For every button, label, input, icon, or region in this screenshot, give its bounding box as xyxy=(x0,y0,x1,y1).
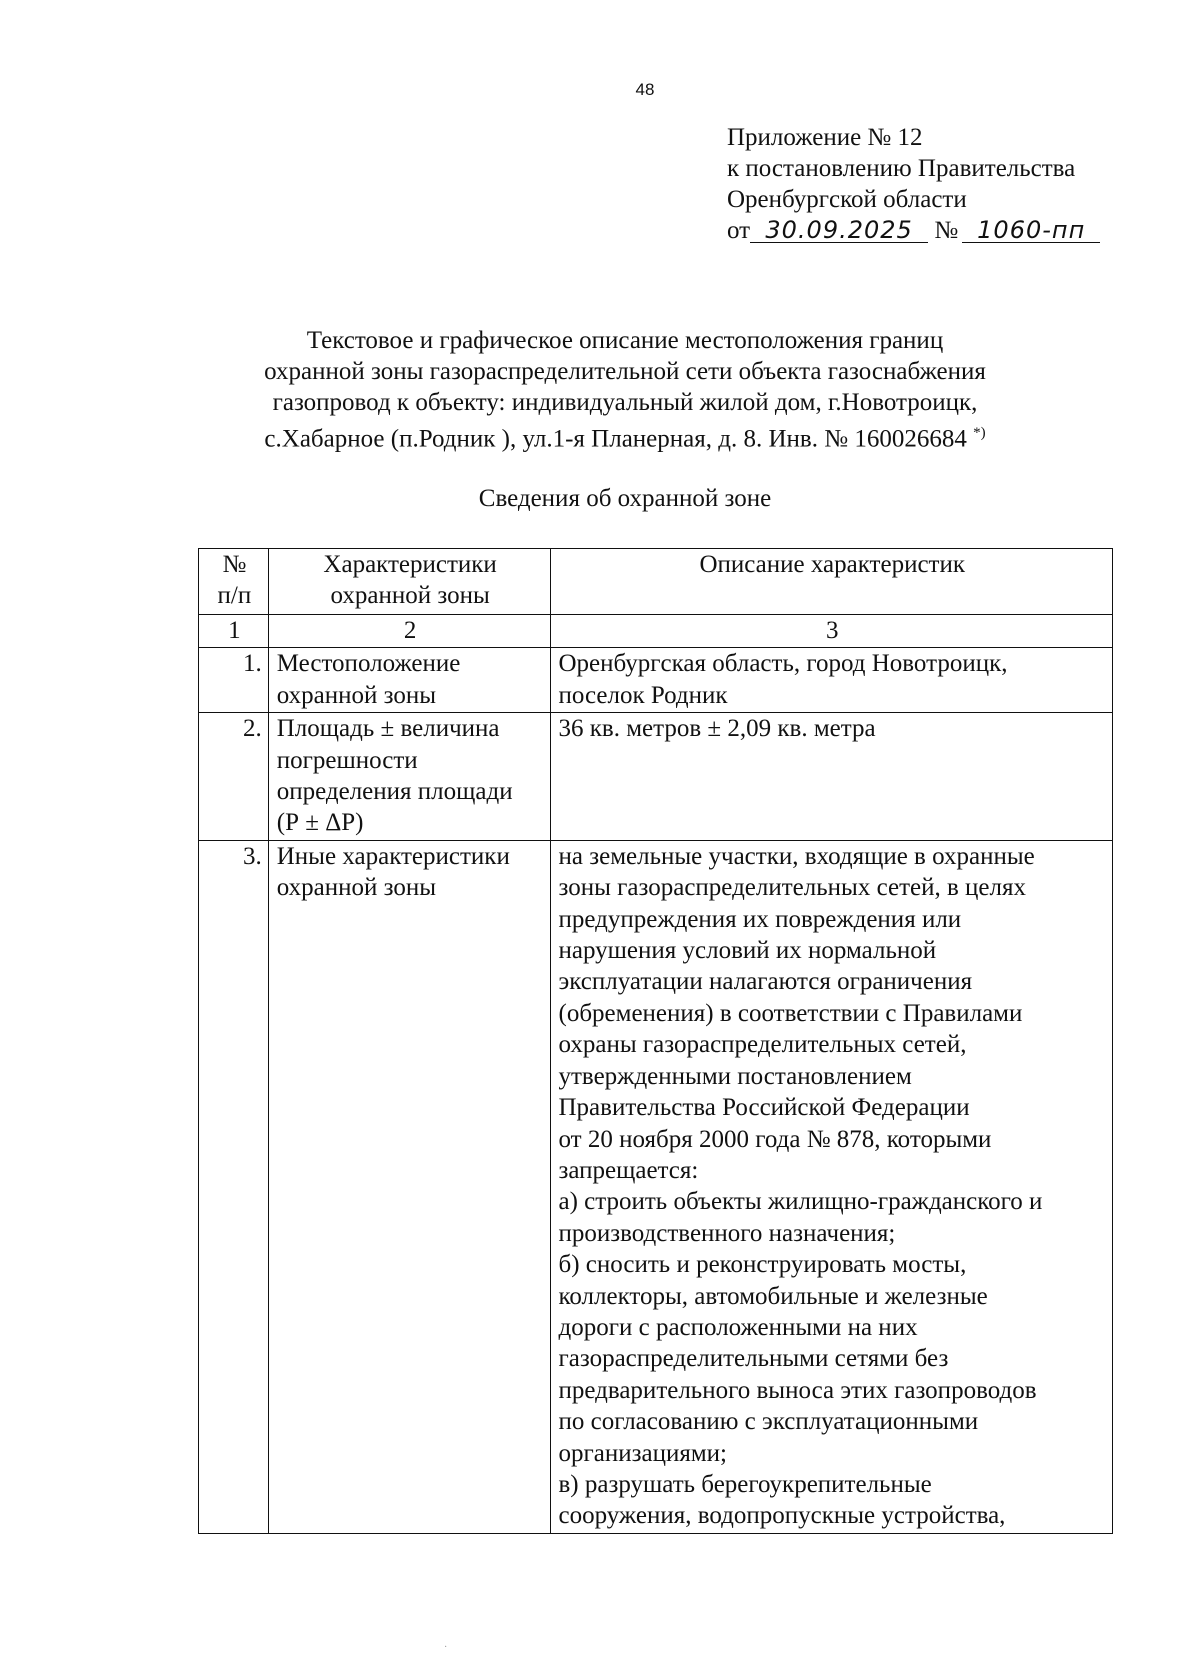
row-name-line: определения площади xyxy=(276,778,513,806)
row-name-cell xyxy=(268,713,550,841)
table-row xyxy=(199,648,1113,713)
row-description-line: коллекторы, автомобильные и железные xyxy=(558,1282,988,1310)
row-name-cell xyxy=(268,840,550,1533)
appendix-block xyxy=(727,122,1100,246)
row-description-line: поселок Родник xyxy=(558,681,728,709)
from-label: от xyxy=(727,217,751,244)
row-description-line: сооружения, водопропускные устройства, xyxy=(558,1502,1006,1530)
row-description-line: производственного назначения; xyxy=(558,1219,896,1247)
row-description-line: по согласованию с эксплуатационными xyxy=(558,1408,979,1436)
footnote-mark: *) xyxy=(973,425,986,441)
row-num-cell: 2. xyxy=(199,713,269,841)
number-label: № xyxy=(934,217,959,244)
numbering-cell-1: 1 xyxy=(199,615,269,648)
appendix-line-2: к постановлению Правительства xyxy=(727,155,1076,182)
row-description-line: (обременения) в соответствии с Правилами xyxy=(558,999,1023,1027)
handwritten-date: 30.09.2025 xyxy=(750,218,928,243)
table-header-row xyxy=(199,549,1113,615)
title-line-3: газопровод к объекту: индивидуальный жилой дом, г.Новотроицк, xyxy=(272,389,978,416)
zone-info-table xyxy=(198,548,1113,1534)
appendix-line-4 xyxy=(727,215,1100,246)
row-description-line: в) разрушать берегоукрепительные xyxy=(558,1470,932,1498)
row-name-line: охранной зоны xyxy=(276,874,437,902)
table-row xyxy=(199,713,1113,841)
row-description-line: дороги с расположенными на них xyxy=(558,1313,918,1341)
row-description-line: на земельные участки, входящие в охранные xyxy=(558,842,1035,870)
row-name-line: погрешности xyxy=(276,746,418,774)
scan-speck: · xyxy=(444,1642,448,1653)
row-num-cell: 3. xyxy=(199,840,269,1533)
row-description-line: запрещается: xyxy=(558,1156,699,1184)
row-description-line: 36 кв. метров ± 2,09 кв. метра xyxy=(558,715,876,743)
appendix-line-3: Оренбургской области xyxy=(727,186,967,213)
row-description-line: а) строить объекты жилищно-гражданского и xyxy=(558,1188,1043,1216)
title-line-4-text: с.Хабарное (п.Родник ), ул.1-я Планерная, д. 8. Инв. № 160026684 xyxy=(264,425,967,453)
title-line-2: охранной зоны газораспределительной сети объекта газоснабжения xyxy=(264,358,986,385)
handwritten-number: 1060-пп xyxy=(962,218,1100,243)
row-name-line: (Р ± ΔР) xyxy=(276,809,364,837)
appendix-line-1: Приложение № 12 xyxy=(727,124,923,151)
row-description-line: от 20 ноября 2000 года № 878, которыми xyxy=(558,1125,992,1153)
row-name-line: Местоположение xyxy=(276,650,461,678)
header-characteristics-line-1: Характеристики xyxy=(323,551,497,578)
header-characteristics-cell xyxy=(268,549,550,615)
row-description-line: эксплуатации налагаются ограничения xyxy=(558,968,973,996)
row-description-line: охраны газораспределительных сетей, xyxy=(558,1031,967,1059)
row-description-line: организациями; xyxy=(558,1439,727,1467)
row-description-line: нарушения условий их нормальной xyxy=(558,937,937,965)
header-num-line-1: № xyxy=(222,551,247,578)
row-num-cell: 1. xyxy=(199,648,269,713)
row-description-line: предварительного выноса этих газопроводов xyxy=(558,1376,1037,1404)
row-name-line: Иные характеристики xyxy=(276,842,510,870)
row-description-line: зоны газораспределительных сетей, в целях xyxy=(558,874,1026,902)
row-description-line: газораспределительными сетями без xyxy=(558,1345,949,1373)
page-number: 48 xyxy=(635,80,655,99)
row-name-line: Площадь ± величина xyxy=(276,715,500,743)
row-description-cell xyxy=(550,840,1113,1533)
row-description-line: предупреждения их повреждения или xyxy=(558,905,962,933)
numbering-cell-2: 2 xyxy=(268,615,550,648)
header-num-cell xyxy=(199,549,269,615)
row-description-line: утвержденными постановлением xyxy=(558,1062,912,1090)
numbering-cell-3: 3 xyxy=(550,615,1113,648)
document-title xyxy=(200,325,1050,454)
row-name-line: охранной зоны xyxy=(276,681,437,709)
row-description-line: б) сносить и реконструировать мосты, xyxy=(558,1251,967,1279)
table-row xyxy=(199,840,1113,1533)
row-description-cell xyxy=(550,648,1113,713)
row-description-line: Оренбургская область, город Новотроицк, xyxy=(558,650,1008,678)
title-line-1: Текстовое и графическое описание местоположения границ xyxy=(306,327,944,354)
header-num-line-2: п/п xyxy=(217,582,252,610)
title-line-4 xyxy=(200,418,1050,454)
row-description-line: Правительства Российской Федерации xyxy=(558,1094,970,1122)
header-description-cell: Описание характеристик xyxy=(550,549,1113,615)
table-numbering-row xyxy=(199,615,1113,648)
section-title: Сведения об охранной зоне xyxy=(478,485,772,512)
header-characteristics-line-2: охранной зоны xyxy=(330,582,490,610)
row-description-cell xyxy=(550,713,1113,841)
row-name-cell xyxy=(268,648,550,713)
